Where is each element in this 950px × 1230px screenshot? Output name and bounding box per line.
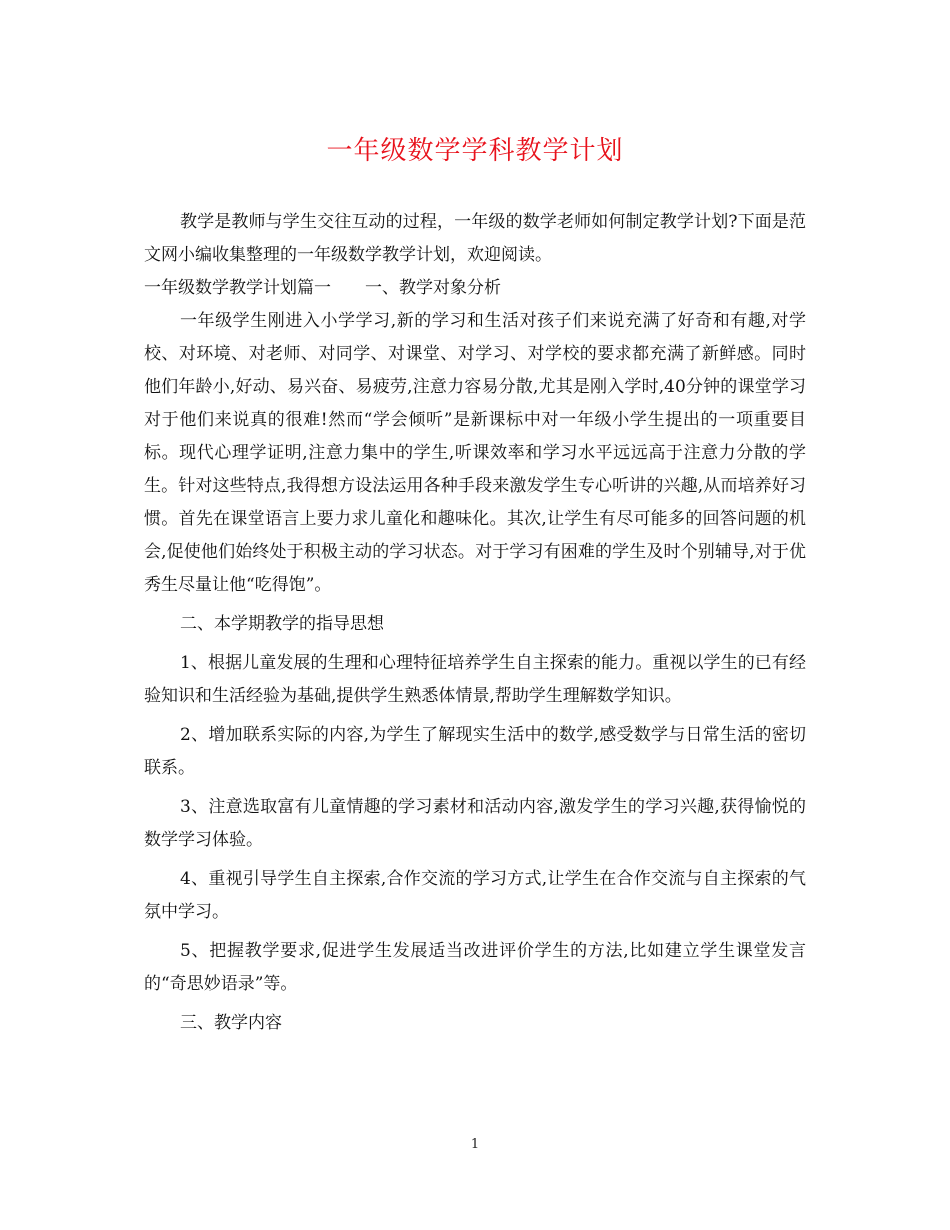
list-item-3: 3、注意选取富有儿童情趣的学习素材和活动内容,激发学生的学习兴趣,获得愉悦的数学学习体验。 <box>144 797 806 850</box>
document-title: 一年级数学学科教学计划 <box>326 136 624 166</box>
intro-paragraph: 教学是教师与学生交往互动的过程，一年级的数学老师如何制定教学计划?下面是范文网小编收集整理的一年级数学教学计划，欢迎阅读。 <box>144 212 806 265</box>
list-item-4: 4、重视引导学生自主探索,合作交流的学习方式,让学生在合作交流与自主探索的气氛中学习。 <box>144 869 806 922</box>
analysis-paragraph: 一年级学生刚进入小学学习,新的学习和生活对孩子们来说充满了好奇和有趣,对学校、对环境、对老师、对同学、对课堂、对学习、对学校的要求都充满了新鲜感。同时他们年龄小,好动、易兴奋、易疲劳,注意力容易分散,尤其是刚入学时,40分钟的课堂学习对于他们来说真的很难!然而“学会倾听”是新课标中对一年级小学生提出的一项重要目标。现代心理学证明,注意力集中的学生,听课效率和学习水平远远高于注意力分散的学生。针对这些特点,我得想方设法运用各种手段来激发学生专心听讲的兴趣,从而培养好习惯。首先在课堂语言上要力求儿童化和趣味化。其次,让学生有尽可能多的回答问题的机会,促使他们始终处于积极主动的学习状态。对于学习有困难的学生及时个别辅导,对于优秀生尽量让他“吃得饱”。 <box>144 311 806 595</box>
document-body <box>144 206 806 1040</box>
list-item-1: 1、根据儿童发展的生理和心理特征培养学生自主探索的能力。重视以学生的已有经验知识和生活经验为基础,提供学生熟悉体情景,帮助学生理解数学知识。 <box>144 653 806 706</box>
section-heading-line: 一年级数学教学计划篇一 一、教学对象分析 <box>144 278 501 298</box>
teaching-content-heading: 三、教学内容 <box>180 1013 282 1033</box>
list-item-5: 5、把握教学要求,促进学生发展适当改进评价学生的方法,比如建立学生课堂发言的“奇思妙语录”等。 <box>144 941 806 994</box>
guiding-thought-heading: 二、本学期教学的指导思想 <box>180 614 384 634</box>
page-number: 1 <box>470 1137 480 1152</box>
list-item-2: 2、增加联系实际的内容,为学生了解现实生活中的数学,感受数学与日常生活的密切联系。 <box>144 725 806 778</box>
